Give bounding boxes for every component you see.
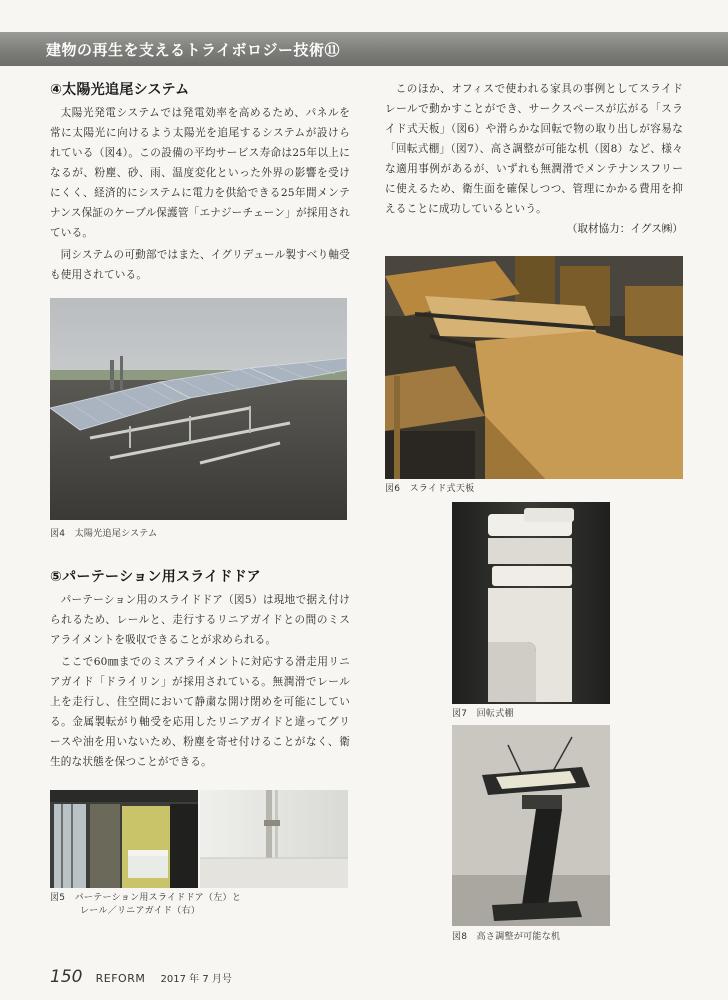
right-column-text [385,79,683,239]
figure-5-caption-line-2: レール／リニアガイド（右） [80,906,201,916]
section-5 [50,566,350,772]
section-5-paragraph-1: パーテーション用のスライドドア（図5）は現地で据え付けられるため、レールと、走行するリニアガイドとの間のミスアライメントを吸収できることが求められる。 [50,594,350,646]
section-4-paragraph-2: 同システムの可動部ではまた、イグリデュール製すべり軸受も使用されている。 [50,249,350,281]
figure-5-left-photo [50,790,198,888]
figure-5-right-photo [200,790,348,888]
header-bar [0,32,728,66]
magazine-name: REFORM [95,972,146,985]
section-5-paragraph-2: ここで60㎜までのミスアライメントに対応する滑走用リニアガイド「ドライリン」が採用されている。無潤滑でレール上を走行し、住空間において静粛な開け閉めを可能にしている。金属製転がり軸受を応用したリニアガイドと違ってグリースや油を用いないため、粉塵を寄せ付けることがなく、衛生的な状態を保つことができる。 [50,656,350,768]
figure-7-caption: 図7 回転式棚 [452,709,514,719]
issue-date: 2017 年 7 月号 [160,974,232,985]
figure-5-caption-line-1: 図5 パーテーション用スライドドア（左）と [50,893,242,903]
section-4-heading: ④太陽光追尾システム [50,82,190,98]
figure-7-photo [452,502,610,704]
right-column-paragraph: このほか、オフィスで使われる家具の事例としてスライドレールで動かすことができ、サークスペースが広がる「スライド式天板」（図6）や滑らかな回転で物の取り出しが容易な「回転式棚」（図7）、高さ調整が可能な机（図8）など、様々な適用事例があるが、いずれも無潤滑でメンテナンスフリーに使えるため、衛生面を確保しつつ、管理にかかる費用を抑えることに成功しているという。 [385,83,683,215]
figure-6-caption: 図6 スライド式天板 [385,484,475,494]
figure-6-photo [385,256,683,479]
page-number: 150 [50,967,83,987]
figure-4-caption: 図4 太陽光追尾システム [50,529,158,539]
section-4-paragraph-1: 太陽光発電システムでは発電効率を高めるため、パネルを常に太陽光に向けるよう太陽光を追尾するシステムが設けられている（図4）。この設備の平均サービス寿命は25年以上になるが、粉塵、砂、雨、温度変化といった外界の影響を受けにくく、経済的にシステムに電力を供給できる25年間メンテナンス保証のケーブル保護管「エナジーチェーン」が採用されている。 [50,107,350,239]
section-4 [50,79,350,285]
section-5-heading: ⑤パーテーション用スライドドア [50,569,261,585]
figure-4-photo [50,298,347,520]
series-title: 建物の再生を支えるトライボロジー技術⑪ [46,41,341,59]
page-footer [50,967,232,987]
figure-8-caption: 図8 高さ調整が可能な机 [452,932,561,942]
interview-credit: （取材協力：イグス㈱） [566,223,683,235]
figure-8-photo [452,725,610,926]
